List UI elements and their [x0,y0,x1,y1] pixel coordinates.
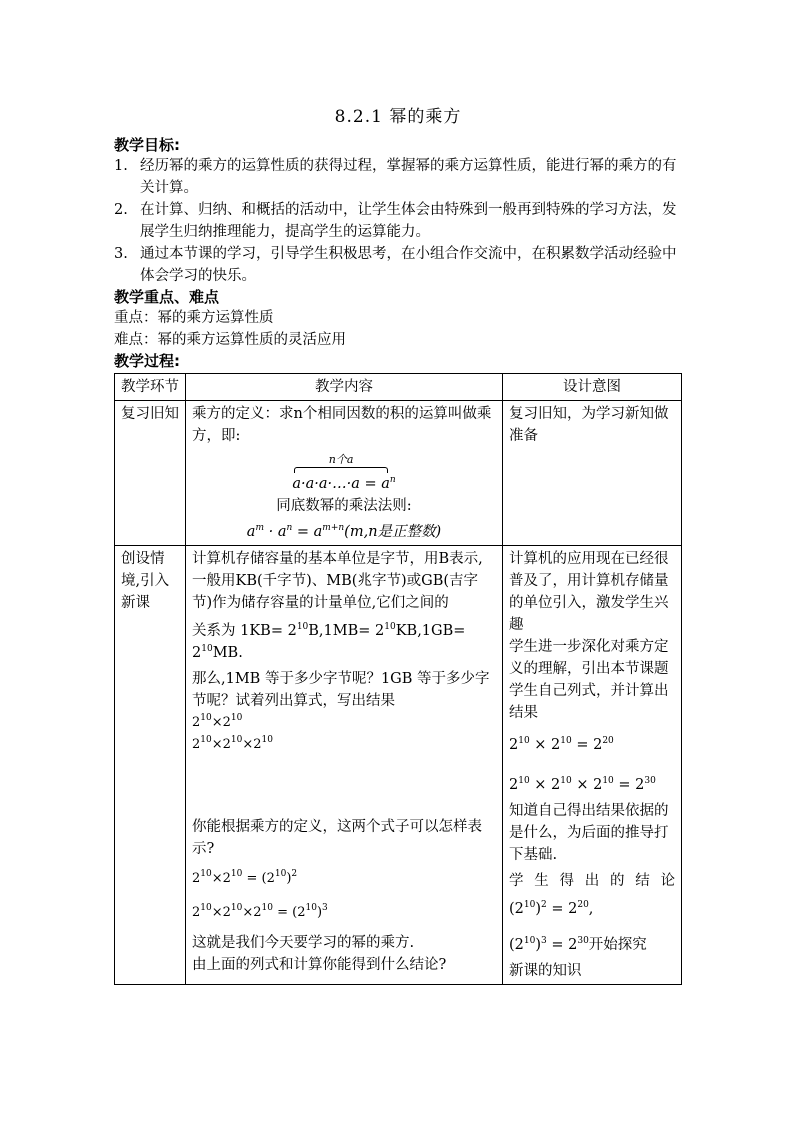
list-item: 2. 在计算、归纳、和概括的活动中，让学生体会由特殊到一般再到特殊的学习方法，发展学生归纳推理能力，提高学生的运算能力。 [114,202,677,240]
document-page [114,102,682,985]
intent-6: 新课的知识 [509,963,582,979]
conclusion-2: $(2^{10})^3 = 2^{30}$开始探究 [509,936,647,953]
header-stage: 教学环节 [115,374,186,401]
storage-intro: 计算机存储容量的基本单位是字节，用B表示,一般用KB(千字节)、MB(兆字节)或GB(吉字节)作为储存容量的计量单位,它们之间的 [192,551,483,611]
keypoints-heading: 教学重点、难点 [114,288,220,306]
intent-3: 学生自己列式，并计算出结果 [509,683,669,721]
stage-cell: 复习旧知 [115,401,186,546]
overbrace [292,453,390,495]
intent-1: 计算机的应用现在已经很普及了，用计算机存储量的单位引入，激发学生兴趣 [509,551,669,633]
definition-text: 乘方的定义：求n个相同因数的积的运算叫做乘方，即: [192,406,492,444]
stage-cell: 创设情境,引入新课 [115,546,186,985]
brace-label: n个a [328,453,354,466]
table-row [115,401,682,546]
content-cell [186,401,503,546]
rule-title: 同底数幂的乘法法则: [276,498,412,514]
expression-2: $2^{10}\times 2^{10}\times 2^{10}$ [192,735,273,752]
focus-text: 重点：幂的乘方运算性质 [114,310,274,326]
process-table [114,373,682,985]
page-title: 8.2.1 幂的乘方 [334,107,462,127]
objectives-list [114,155,682,287]
result-2: $2^{10} \times 2^{10} \times 2^{10} = 2^{30}$ [509,776,656,793]
content-cell [186,546,503,985]
result-1: $2^{10} \times 2^{10} = 2^{20}$ [509,736,614,753]
conclusion-1: $(2^{10})^2 = 2^{20}$, [509,900,594,917]
power-question: 你能根据乘方的定义，这两个式子可以怎样表示? [192,819,482,857]
product-exponent: n [389,475,396,485]
process-heading: 教学过程: [114,352,180,370]
brace-line [294,467,388,473]
topic-text: 这就是我们今天要学习的幂的乘方. [192,935,415,951]
storage-relation: 关系为 $1KB= 2^{10}B,1MB= 2^{10}KB,1GB= 2^{10}MB$. [192,622,466,661]
expression-1: $2^{10}\times 2^{10}$ [192,713,243,730]
question-text: 那么,1MB 等于多少字节呢？1GB 等于多少字节呢？试着列出算式，写出结果 [192,671,490,709]
difficulty-text: 难点：幂的乘方运算性质的灵活应用 [114,332,346,348]
list-item: 1. 经历幂的乘方的运算性质的获得过程，掌握幂的乘方运算性质，能进行幂的乘方的有关计算。 [114,158,677,196]
header-intent: 设计意图 [503,374,682,401]
equation-2: $2^{10}\times 2^{10}\times 2^{10} = (2^{10})^3$ [192,903,328,920]
intent-5: 学生得出的结论 [509,873,675,889]
spacer [192,756,496,816]
table-header-row [115,374,682,401]
table-row [115,546,682,985]
list-item: 3. 通过本节课的学习，引导学生积极思考，在小组合作交流中，在积累数学活动经验中体会学习的快乐。 [114,246,677,284]
conclusion-question: 由上面的列式和计算你能得到什么结论? [192,957,447,973]
intent-2: 学生进一步深化对乘方定义的理解，引出本节课题 [509,639,669,677]
objectives-heading: 教学目标: [114,136,180,154]
intent-cell: 复习旧知，为学习新知做准备 [503,401,682,546]
header-content: 教学内容 [186,374,503,401]
intent-cell [503,546,682,985]
intent-4: 知道自己得出结果依据的是什么，为后面的推导打下基础. [509,803,669,863]
product-formula [192,453,496,495]
rule-formula: $a^m \cdot a^n = a^{m+n}(m,n$是正整数) [246,523,442,540]
equation-1: $2^{10}\times 2^{10} = (2^{10})^2$ [192,869,298,886]
product-expression: a·a·a·…·a = a [292,476,390,492]
